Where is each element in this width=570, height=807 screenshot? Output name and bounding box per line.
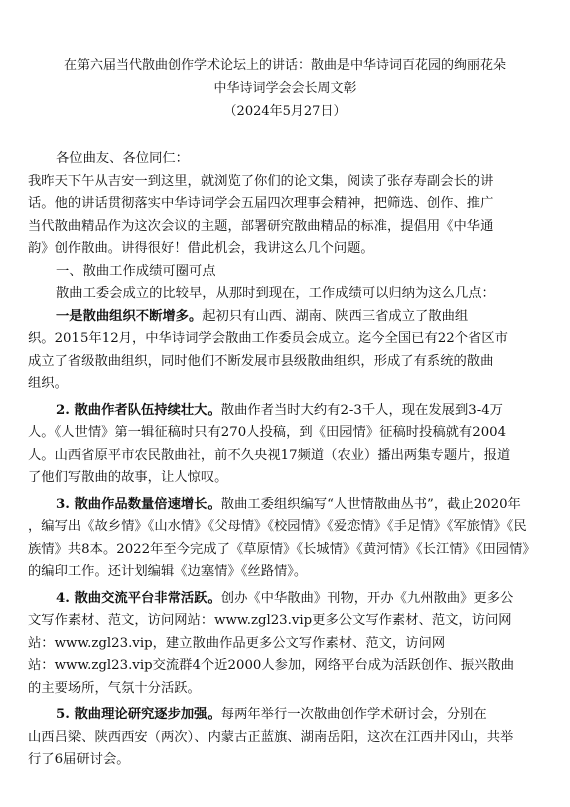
paragraph-line: 散曲工委会成立的比较早，从那时到现在，工作成绩可以归纳为这么几点：: [56, 286, 495, 301]
list-item-5-lead: 5. 散曲理论研究逐步加强。: [56, 707, 221, 722]
paragraph-line: 成立了省级散曲组织，同时他们不断发展市县级散曲组织，形成了有系统的散曲: [28, 353, 494, 369]
greeting: 各位曲友、各位同仁：: [56, 151, 189, 166]
list-item-3-text: 散曲工委组织编写“人世情散曲丛书”，截止2020年: [220, 496, 521, 512]
paragraph-line: 话。他的讲话贯彻落实中华诗词学会五届四次理事会精神，把筛选、创作、推广: [28, 196, 494, 211]
document-subtitle: 中华诗词学会会长周文彰: [213, 81, 357, 96]
list-item-5-first-line: [56, 704, 526, 727]
list-item-4-text: 创办《中华散曲》刊物，开办《九州散曲》更多公: [220, 590, 514, 606]
paragraph-line: 站：www.zgl23.vip，建立散曲作品更多公文写作素材、范文，访问网: [28, 635, 446, 651]
list-item-4-lead: 4. 散曲交流平台非常活跃。: [56, 590, 221, 606]
list-item-2-text: 散曲作者当时大约有2-3千人，现在发展到3-4万: [220, 402, 503, 418]
list-item-1-text: 起初只有山西、湖南、陕西三省成立了散曲组: [202, 308, 469, 324]
paragraph-line: 人。山西省原平市农民散曲社，前不久央视17频道（农业）播出两集专题片，报道: [28, 447, 511, 463]
list-item-3-lead: 3. 散曲作品数量倍速增长。: [56, 496, 221, 512]
paragraph-line: 站：www.zgl23.vip交流群4个近2000人参加，网络平台成为活跃创作、振兴散曲: [28, 658, 515, 673]
paragraph-line: 山西吕梁、陕西西安（两次）、内蒙古正蓝旗、湖南岳阳，这次在江西井冈山，共举: [28, 729, 514, 745]
list-item-2-first-line: [56, 400, 526, 423]
paragraph-line: 人。《人世情》第一辑征稿时只有270人投稿，到《田园情》征稿时投稿就有2004: [28, 425, 507, 440]
document-date: （2024年5月27日）: [223, 104, 347, 119]
paragraph-line: ，编写出《故乡情》《山水情》《父母情》《校园情》《爱恋情》《手足情》《军旅情》《民: [28, 519, 527, 534]
list-item-4-first-line: [56, 588, 526, 611]
paragraph-line: 组织。: [28, 376, 68, 391]
paragraph-line: 文写作素材、范文，访问网站：www.zgl23.vip更多公文写作素材、范文，访问网: [28, 613, 512, 628]
list-item-3-first-line: [56, 494, 526, 517]
paragraph-line: 当代散曲精品作为这次会议的主题，部署研究散曲精品的标准，提倡用《中华通: [28, 218, 494, 234]
document-body: [28, 148, 536, 772]
list-item-1-lead: 一是散曲组织不断增多。: [56, 308, 203, 324]
paragraph-line: 我昨天下午从吉安一到这里，就浏览了你们的论文集，阅读了张存寿副会长的讲: [28, 173, 494, 189]
list-item-1-first-line: [56, 306, 526, 329]
document-title: 在第六届当代散曲创作学术论坛上的讲话：散曲是中华诗词百花园的绚丽花朵: [63, 58, 506, 73]
paragraph-line: 族情》共8本。2022年至今完成了《草原情》《长城情》《黄河情》《长江情》《田园情》: [28, 541, 536, 557]
paragraph-line: 的主要场所，气氛十分活跃。: [28, 680, 201, 696]
paragraph-line: 行了6届研讨会。: [28, 752, 130, 767]
list-item-5-text: 每两年举行一次散曲创作学术研讨会，分别在: [220, 707, 487, 722]
list-item-2-lead: 2. 散曲作者队伍持续壮大。: [56, 402, 221, 418]
section-heading: 一、散曲工作成绩可圈可点: [56, 263, 216, 279]
paragraph-line: 韵》创作散曲。讲得很好！借此机会，我讲这么几个问题。: [28, 241, 374, 256]
paragraph-line: 的编印工作。还计划编辑《边塞情》《丝路情》。: [28, 564, 308, 579]
paragraph-line: 织。2015年12月，中华诗词学会散曲工作委员会成立。迄今全国已有22个省区市: [28, 331, 508, 346]
paragraph-line: 了他们写散曲的故事，让人惊叹。: [28, 470, 228, 485]
